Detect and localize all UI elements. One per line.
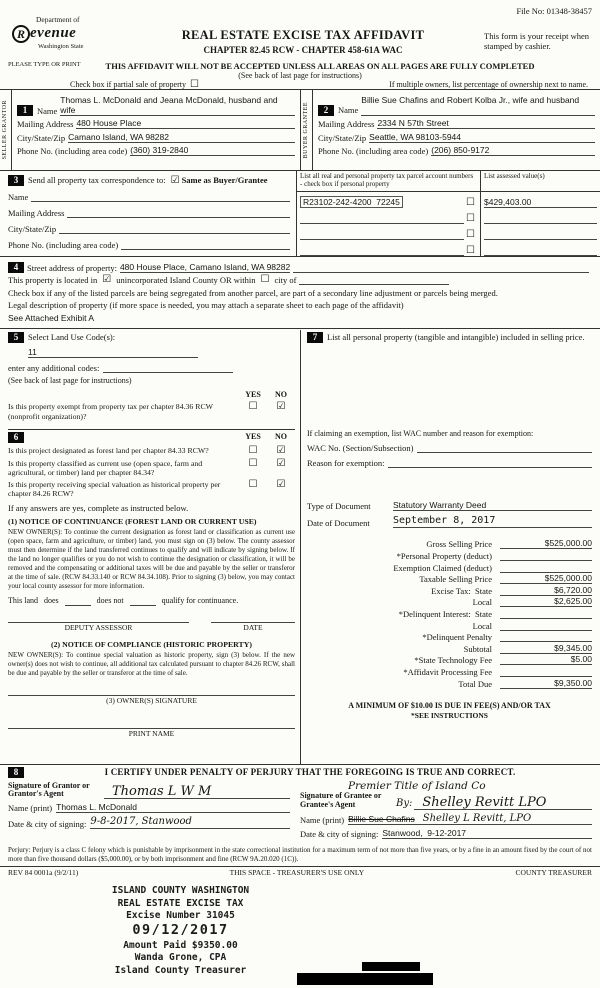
historic-question: Is this property receiving special valuation as historical property per chapter 84.26 RCW?: [8, 480, 221, 499]
money-row: *Delinquent Penalty: [307, 631, 592, 643]
land-use-label: Select Land Use Code(s):: [28, 332, 116, 343]
exempt-no-checkbox[interactable]: ☑: [276, 401, 286, 413]
corr-phone-line: [121, 242, 290, 250]
money-row: *State Technology Fee $5.00: [414, 654, 592, 666]
perjury-statement: Perjury: Perjury is a class C felony which is punishable by imprisonment in the state correctional institution for a maximum term of not more than five years, or by a fine in an amount fixed by the court of not more than five thousand dollars ($5,000.00), or by both imprisonment and fine (RCW 9A.20.020 (1C)).: [8, 846, 592, 864]
corr-mailing-label: Mailing Address: [8, 207, 65, 218]
dor-logo: [12, 16, 147, 51]
parcel-row: [297, 224, 480, 240]
personal-property-column: [300, 330, 600, 764]
assessed-value: $429,403.00: [484, 197, 597, 208]
grantee-by-label: By:: [396, 797, 413, 809]
continuance-p1: This land: [8, 596, 38, 606]
corr-name-label: Name: [8, 191, 29, 202]
money-row: Local: [307, 619, 592, 631]
section5-number: 5: [8, 332, 24, 343]
certification-section: [0, 764, 600, 844]
gross-selling-price: $525,000.00: [500, 538, 592, 549]
treasurer-space-label: THIS SPACE - TREASURER'S USE ONLY: [229, 867, 365, 877]
exempt-yes-checkbox[interactable]: ☐: [248, 401, 258, 413]
same-as-buyer-checkbox[interactable]: ☑: [170, 174, 180, 186]
street-address-label: Street address of property:: [27, 262, 117, 273]
money-row: Subtotal $9,345.00: [463, 642, 592, 654]
grantee-side-word: GRANTEE: [303, 101, 309, 134]
seller-name-label: Name: [37, 105, 58, 116]
excise-tax-table: [307, 538, 592, 689]
grantee-date-value: Stanwood, 9-12-2017: [382, 828, 467, 839]
grantor-name-label: Name (print): [8, 803, 53, 814]
buyer-side-strip: [301, 90, 313, 170]
exemption-claimed: [500, 564, 592, 573]
city-of-line: [299, 277, 449, 285]
land-use-code-value: 11: [28, 347, 198, 358]
grantee-date-label: Date & city of signing:: [300, 829, 379, 840]
owner-signature-line: (3) OWNER(S) SIGNATURE: [8, 695, 295, 706]
personal-property-checkbox[interactable]: ☐: [466, 229, 475, 240]
subtotal: $9,345.00: [500, 643, 592, 654]
treasurer-stamp: [38, 885, 323, 977]
grantor-name-value: Thomas L. McDonald: [56, 802, 137, 813]
delinquent-interest-state: [500, 610, 592, 619]
doc-date-label: Date of Document: [307, 517, 370, 528]
current-use-yes-checkbox[interactable]: ☐: [248, 457, 258, 469]
excise-tax-local: $2,625.00: [500, 596, 592, 607]
minimum-fee-note: A MINIMUM OF $10.00 IS DUE IN FEE(S) AND/OR TAX: [348, 700, 551, 710]
forest-land-question: Is this project designated as forest land per chapter 84.33 RCW?: [8, 445, 209, 455]
file-number: File No: 01348-38457: [516, 6, 592, 16]
buyer-city-value: Seattle, WA 98103-5944: [369, 132, 595, 143]
located-in-label: This property is located in: [8, 275, 98, 286]
section2-number: 2: [318, 105, 334, 116]
seller-section: [0, 90, 300, 170]
stamp-treasurer-name: Wanda Grone, CPA: [134, 952, 227, 964]
deputy-date-signline: DATE: [211, 622, 295, 633]
acceptance-warning: THIS AFFIDAVIT WILL NOT BE ACCEPTED UNLESS ALL AREAS ON ALL PAGES ARE FULLY COMPLETED: [105, 61, 535, 71]
seller-city-label: City/State/Zip: [17, 132, 66, 143]
yes-header-2: YES: [245, 431, 261, 441]
doc-type-value: Statutory Warranty Deed: [393, 500, 592, 511]
form-subtitle: CHAPTER 82.45 RCW - CHAPTER 458-61A WAC: [203, 44, 403, 55]
historic-no-checkbox[interactable]: ☑: [276, 479, 286, 491]
wac-label: WAC No. (Section/Subsection): [307, 443, 414, 454]
grantee-name-value: Shelley L Revitt, LPO: [422, 812, 532, 824]
segregated-parcels-label: Check box if any of the listed parcels are being segregated from another parcel, are part of a secondary line adjustment or parcels being merged.: [8, 287, 498, 298]
personal-property-blank-area: [307, 343, 592, 429]
notice-continuance-title: (1) NOTICE OF CONTINUANCE (FOREST LAND OR CURRENT USE): [8, 516, 257, 526]
historic-yes-checkbox[interactable]: ☐: [248, 479, 258, 491]
grantee-company-handwriting: Premier Title of Island Co: [348, 779, 486, 792]
seller-side-word: SELLER: [2, 134, 8, 160]
partial-sale-label: Check box if partial sale of property: [70, 80, 186, 89]
form-header: [8, 5, 592, 89]
grantee-signature: Shelley Revitt LPO: [414, 796, 592, 810]
city-of-label: city of: [274, 275, 297, 286]
money-row: Gross Selling Price $525,000.00: [426, 538, 592, 550]
section3-number: 3: [8, 175, 24, 186]
exemption-label: If claiming an exemption, list WAC number and reason for exemption:: [307, 428, 534, 438]
revenue-r-icon: R: [12, 25, 30, 43]
money-row: Total Due $9,350.00: [458, 677, 592, 689]
parcel-number-line: [300, 232, 464, 240]
form-title: REAL ESTATE EXCISE TAX AFFIDAVIT: [181, 28, 425, 42]
assessed-value: [484, 216, 597, 224]
print-name-line: PRINT NAME: [8, 728, 295, 739]
send-correspondence-label: Send all property tax correspondence to:: [28, 175, 166, 186]
section4-number: 4: [8, 262, 24, 273]
grantor-signature-block: [8, 780, 300, 840]
parcel-numbers-header: List all real and personal property tax parcel account numbers - check box if personal property: [297, 171, 480, 192]
notice-continuance-body: NEW OWNER(S): To continue the current designation as forest land or classification as current use (open space, farm and agriculture, or timber) land, you must sign on (3) below. The county assessor must then determine if the land transferred continues to qualify and will indicate by signing below. If the land no longer qualifies or you do not wish to continue the designation or classification, it will be removed and the compensating or additional taxes will be due and payable by the seller or transferor at the time of sale. (RCW 84.33.140 or RCW 84.34.108). Prior to signing (3) below, you may contact your local county assessor for more information.: [8, 527, 295, 590]
additional-codes-line: [103, 365, 233, 373]
redaction-bar: [362, 962, 420, 971]
money-row: Excise Tax: State $6,720.00: [431, 584, 592, 596]
continuance-does-label: does: [44, 596, 59, 606]
notice-compliance-title: (2) NOTICE OF COMPLIANCE (HISTORIC PROPERTY): [51, 639, 252, 649]
multiple-owners-label: If multiple owners, list percentage of ownership next to name.: [389, 80, 588, 89]
buyer-phone-label: Phone No. (including area code): [318, 146, 429, 157]
money-row: Exemption Claimed (deduct): [307, 561, 592, 573]
tax-correspondence-section: [0, 171, 600, 257]
buyer-phone-value: (206) 850-9172: [431, 145, 595, 156]
stamp-county-line: ISLAND COUNTY WASHINGTON: [111, 885, 250, 897]
parcel-number-line: [300, 248, 464, 256]
reason-line: [388, 460, 592, 468]
rev-form-number: REV 84 0001a (9/2/11): [8, 867, 79, 877]
current-use-question: Is this property classified as current use (open space, farm and agricultural, or timber) land per chapter 84.34?: [8, 458, 203, 478]
affidavit-processing-fee: [500, 668, 592, 677]
unincorporated-checkbox[interactable]: ☑: [102, 274, 112, 286]
personal-property-deduct: [500, 552, 592, 561]
corr-city-line: [59, 226, 290, 234]
total-due: $9,350.00: [500, 678, 592, 689]
current-use-no-checkbox[interactable]: ☑: [276, 457, 286, 469]
forest-no-checkbox[interactable]: ☑: [276, 444, 286, 456]
continuance-p4: qualify for continuance.: [161, 596, 239, 606]
property-address-section: [8, 257, 592, 327]
delinquent-penalty: [500, 633, 592, 642]
buyer-mailing-value: 2334 N 57th Street: [377, 118, 595, 129]
section6-number: 6: [8, 432, 24, 443]
assessed-value: [484, 248, 597, 256]
does-blank-line: [65, 598, 91, 606]
grantor-signature: Thomas L W M: [104, 785, 290, 799]
grantee-sig-label: Signature of Grantee or Grantee's Agent: [300, 790, 382, 809]
deputy-assessor-signline: DEPUTY ASSESSOR: [8, 622, 189, 633]
logo-state-text: Washington State: [38, 42, 84, 50]
assessed-values-header: List assessed value(s): [481, 171, 600, 192]
seller-name-value: Thomas L. McDonald and Jeana McDonald, husband and wife: [60, 95, 295, 116]
corr-phone-label: Phone No. (including area code): [8, 239, 119, 250]
personal-property-checkbox[interactable]: ☐: [466, 245, 475, 256]
no-header-2: NO: [275, 431, 287, 441]
seller-side-strip: [0, 90, 12, 170]
continuance-does-not-label: does not: [96, 596, 124, 606]
taxable-selling-price: $525,000.00: [500, 573, 592, 584]
seller-city-value: Camano Island, WA 98282: [68, 132, 295, 143]
grantor-side-word: GRANTOR: [2, 100, 8, 133]
section1-number: 1: [17, 105, 33, 116]
seller-mailing-value: 480 House Place: [76, 118, 295, 129]
forest-yes-checkbox[interactable]: ☐: [248, 444, 258, 456]
money-row: Local $2,625.00: [472, 596, 592, 608]
parcel-row: [297, 208, 480, 224]
parcel-number-line: [300, 216, 464, 224]
corr-mailing-line: [67, 210, 290, 218]
money-row: *Personal Property (deduct): [307, 549, 592, 561]
section7-number: 7: [307, 332, 323, 343]
exempt-question: Is this property exempt from property tax per chapter 84.36 RCW (nonprofit organization)?: [8, 402, 213, 421]
section-divider: [0, 328, 600, 329]
see-back-note-2: (See back of last page for instructions): [8, 375, 132, 385]
corr-city-label: City/State/Zip: [8, 223, 57, 234]
parcel-number-value: R23102-242-4200 72245: [300, 196, 403, 208]
logo-revenue-text: evenue: [30, 25, 77, 41]
personal-property-label: List all personal property (tangible and intangible) included in selling price.: [327, 331, 585, 342]
grantee-name-struck: Billie Sue Chafins: [348, 814, 415, 825]
seller-phone-value: (360) 319-2840: [130, 145, 295, 156]
yes-header: YES: [245, 390, 261, 400]
redaction-bar: [297, 973, 433, 985]
does-not-blank-line: [130, 598, 156, 606]
seller-mailing-label: Mailing Address: [17, 119, 74, 130]
delinquent-interest-local: [500, 622, 592, 631]
grantor-sig-label: Signature of Grantor or Grantor's Agent: [8, 780, 90, 799]
stamp-amount-paid: Amount Paid $9350.00: [123, 939, 238, 951]
please-type-label: PLEASE TYPE OR PRINT: [8, 61, 81, 68]
grantor-date-value: 9-8-2017, Stanwood: [90, 816, 192, 828]
money-row: *Delinquent Interest: State: [307, 607, 592, 619]
buyer-city-label: City/State/Zip: [318, 132, 367, 143]
buyer-side-word: BUYER: [303, 135, 309, 159]
corr-name-line: [31, 194, 290, 202]
footer-divider: [0, 866, 600, 867]
legal-description-value: See Attached Exhibit A: [8, 312, 95, 323]
same-as-buyer-label: Same as Buyer/Grantee: [181, 175, 268, 186]
see-instructions-note: *SEE INSTRUCTIONS: [411, 711, 488, 721]
notice-compliance-body: NEW OWNER(S): To continue special valuation as historic property, sign (3) below. If the new owner(s) does not wish to continue, all additional tax calculated pursuant to chapter 84.26 RCW, shall be due and payable by the seller or transferor at the time of sale.: [8, 650, 295, 677]
seller-phone-label: Phone No. (including area code): [17, 146, 128, 157]
buyer-section: [300, 90, 600, 170]
money-row: Taxable Selling Price $525,000.00: [419, 573, 592, 585]
parcel-row: [297, 240, 480, 256]
grantor-date-label: Date & city of signing:: [8, 818, 87, 829]
grantee-name-label: Name (print): [300, 815, 345, 826]
logo-department-text: Department of: [36, 15, 80, 24]
stamp-excise-number: Excise Number 31045: [126, 910, 235, 922]
legal-description-label: Legal description of property (if more space is needed, you may attach a separate sheet to each page of the affidavit): [8, 300, 404, 311]
money-row: *Affidavit Processing Fee: [307, 665, 592, 677]
stamp-treasurer-title: Island County Treasurer: [114, 964, 247, 976]
buyer-mailing-label: Mailing Address: [318, 119, 375, 129]
certify-statement: I CERTIFY UNDER PENALTY OF PERJURY THAT THE FOREGOING IS TRUE AND CORRECT.: [104, 766, 516, 777]
street-address-value: 480 House Place, Camano Island, WA 98282: [119, 261, 291, 272]
stamp-reet-line: REAL ESTATE EXCISE TAX: [117, 897, 244, 909]
excise-tax-state: $6,720.00: [500, 585, 592, 596]
grantee-signature-block: [300, 780, 592, 840]
state-technology-fee: $5.00: [500, 654, 592, 665]
parcel-row: [297, 192, 480, 208]
city-checkbox[interactable]: ☐: [260, 274, 270, 286]
buyer-name-label: Name: [338, 105, 359, 116]
partial-sale-checkbox[interactable]: ☐: [189, 79, 199, 90]
spacer: [307, 468, 592, 496]
no-header: NO: [275, 390, 287, 400]
section8-number: 8: [8, 767, 24, 778]
see-back-note: (See back of last page for instructions): [238, 71, 362, 80]
wac-line: [417, 445, 592, 453]
buyer-name-value: Billie Sue Chafins and Robert Kolba Jr., wife and husband: [361, 95, 595, 116]
doc-date-value: September 8, 2017: [393, 515, 592, 528]
receipt-note: This form is your receipt when stamped by cashier.: [484, 31, 590, 52]
county-treasurer-label: COUNTY TREASURER: [515, 867, 592, 877]
land-use-column: [0, 330, 300, 764]
additional-codes-label: enter any additional codes:: [8, 362, 100, 373]
personal-property-checkbox[interactable]: ☐: [466, 197, 475, 208]
reason-label: Reason for exemption:: [307, 458, 385, 469]
street-address-line: [293, 265, 589, 273]
parties-section: [0, 89, 600, 171]
stamp-date: 09/12/2017: [132, 922, 229, 939]
if-yes-note: If any answers are yes, complete as instructed below.: [8, 502, 189, 513]
personal-property-checkbox[interactable]: ☐: [466, 213, 475, 224]
assessed-value: [484, 232, 597, 240]
unincorporated-label: unincorporated Island County OR within: [116, 275, 256, 286]
doc-type-label: Type of Document: [307, 501, 371, 512]
